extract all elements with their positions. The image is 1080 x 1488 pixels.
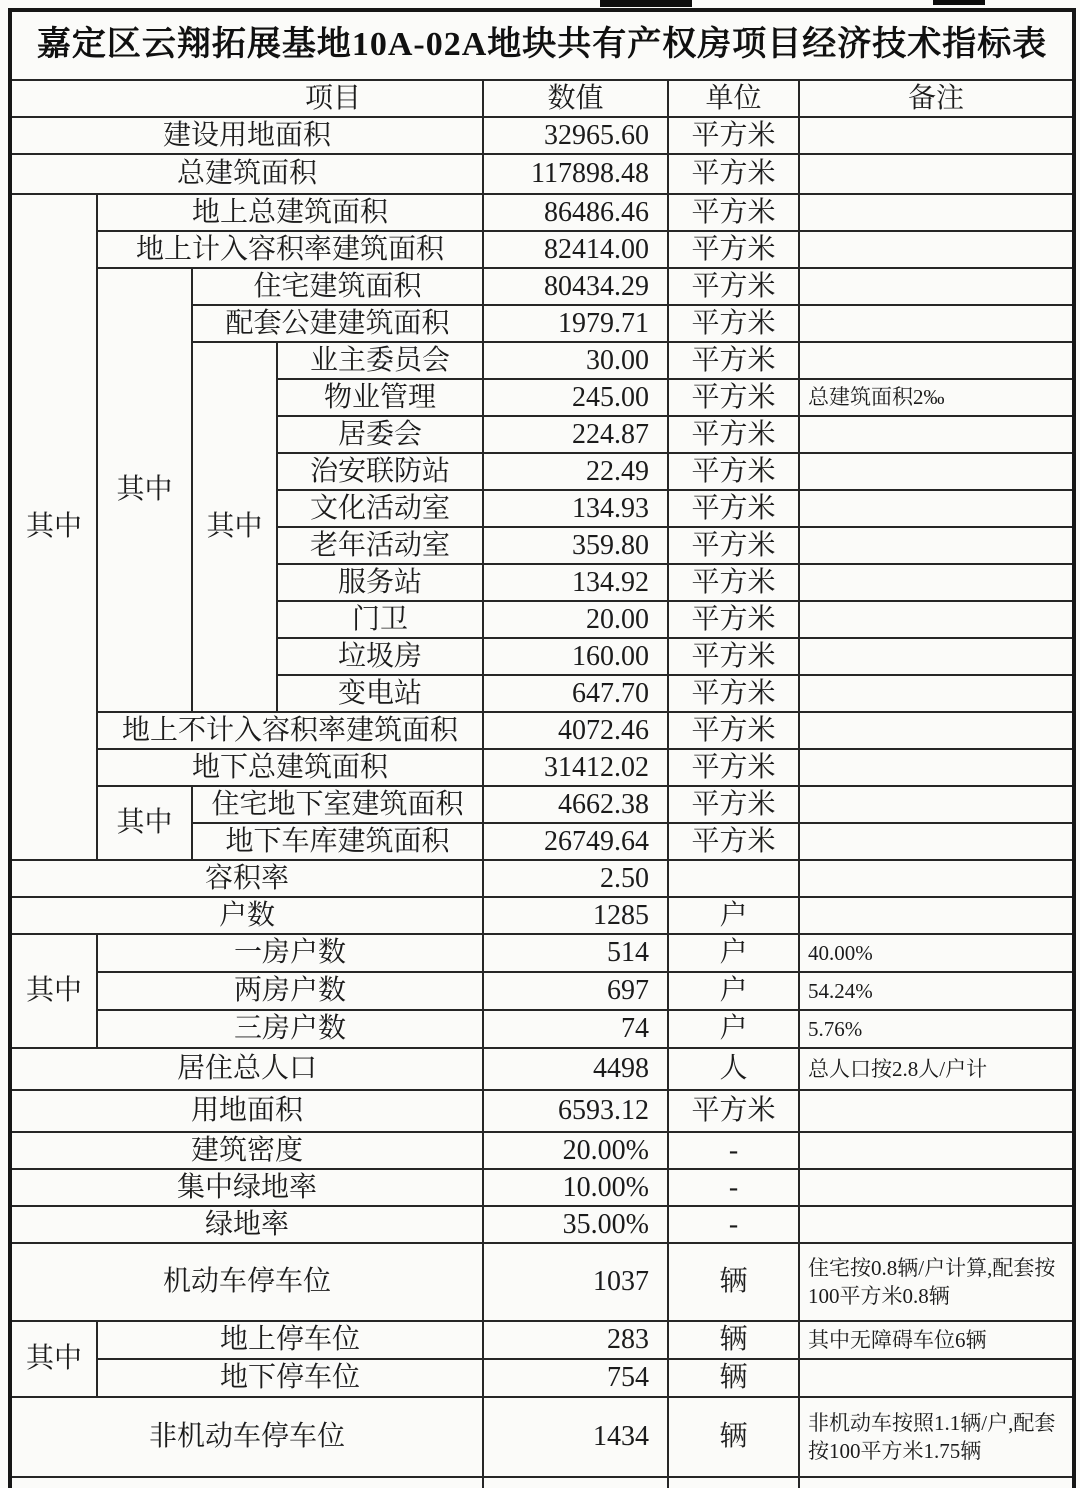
unit-cell: - xyxy=(668,1169,799,1206)
value-cell: 1434 xyxy=(483,1397,668,1477)
unit-cell: 平方米 xyxy=(668,194,799,231)
item-label: 配套公建建筑面积 xyxy=(192,305,483,342)
unit-cell: 辆 xyxy=(668,1243,799,1321)
table-row xyxy=(10,117,1074,154)
item-label: 门卫 xyxy=(277,601,483,638)
value-cell xyxy=(483,1477,668,1488)
group-cell-level1: 其中 xyxy=(10,934,97,1048)
unit-cell: 平方米 xyxy=(668,749,799,786)
value-cell: 359.80 xyxy=(483,527,668,564)
item-label: 户数 xyxy=(10,897,483,934)
column-header-item: 项目 xyxy=(10,80,483,117)
unit-cell: 户 xyxy=(668,972,799,1010)
remark-cell xyxy=(799,860,1074,897)
item-label: 地上总建筑面积 xyxy=(97,194,483,231)
table-row xyxy=(10,1048,1074,1090)
item-label: 集中绿地率 xyxy=(10,1169,483,1206)
unit-cell: 平方米 xyxy=(668,342,799,379)
table-row xyxy=(10,972,1074,1010)
unit-cell: 辆 xyxy=(668,1359,799,1397)
unit-cell: 平方米 xyxy=(668,453,799,490)
value-cell: 26749.64 xyxy=(483,823,668,860)
table-row xyxy=(10,231,1074,268)
table-row xyxy=(10,154,1074,194)
table-row xyxy=(10,1132,1074,1169)
remark-cell xyxy=(799,823,1074,860)
value-cell: 647.70 xyxy=(483,675,668,712)
item-label: 治安联防站 xyxy=(277,453,483,490)
value-cell: 2.50 xyxy=(483,860,668,897)
item-label: 居住总人口 xyxy=(10,1048,483,1090)
remark-cell xyxy=(799,601,1074,638)
unit-cell: 平方米 xyxy=(668,564,799,601)
item-label: 地上不计入容积率建筑面积 xyxy=(97,712,483,749)
item-label: 业主委员会 xyxy=(277,342,483,379)
remark-cell xyxy=(799,1206,1074,1243)
remark-cell xyxy=(799,154,1074,194)
unit-cell: 平方米 xyxy=(668,601,799,638)
remark-cell xyxy=(799,453,1074,490)
unit-cell: 辆 xyxy=(668,1397,799,1477)
value-cell: 754 xyxy=(483,1359,668,1397)
unit-cell: 平方米 xyxy=(668,638,799,675)
remark-cell xyxy=(799,416,1074,453)
remark-cell xyxy=(799,638,1074,675)
unit-cell: 平方米 xyxy=(668,675,799,712)
value-cell: 117898.48 xyxy=(483,154,668,194)
remark-cell xyxy=(799,490,1074,527)
unit-cell: 平方米 xyxy=(668,1090,799,1132)
table-row xyxy=(10,712,1074,749)
remark-cell xyxy=(799,342,1074,379)
value-cell: 86486.46 xyxy=(483,194,668,231)
table-row xyxy=(10,1206,1074,1243)
group-cell-level2: 其中 xyxy=(97,268,192,712)
remark-cell xyxy=(799,749,1074,786)
item-label: 建筑密度 xyxy=(10,1132,483,1169)
item-label: 三房户数 xyxy=(97,1010,483,1048)
page-title: 嘉定区云翔拓展基地10A-02A地块共有产权房项目经济技术指标表 xyxy=(10,10,1074,80)
table-row xyxy=(10,268,1074,305)
item-label: 地下总建筑面积 xyxy=(97,749,483,786)
unit-cell: 平方米 xyxy=(668,527,799,564)
remark-cell xyxy=(799,1477,1074,1488)
value-cell: 1037 xyxy=(483,1243,668,1321)
value-cell: 283 xyxy=(483,1321,668,1359)
unit-cell: 户 xyxy=(668,897,799,934)
item-label: 非机动车停车位 xyxy=(10,1397,483,1477)
unit-cell: 平方米 xyxy=(668,154,799,194)
table-row xyxy=(10,1321,1074,1359)
item-label: 地下车库建筑面积 xyxy=(192,823,483,860)
item-label: 物业管理 xyxy=(277,379,483,416)
value-cell: 1285 xyxy=(483,897,668,934)
remark-cell xyxy=(799,194,1074,231)
value-cell: 134.93 xyxy=(483,490,668,527)
column-header-value: 数值 xyxy=(483,80,668,117)
scan-artifact-mark xyxy=(933,0,985,5)
unit-cell: 平方米 xyxy=(668,305,799,342)
table-row-cutoff xyxy=(10,1477,1074,1488)
scan-artifact-mark xyxy=(600,0,692,7)
item-label: 绿地率 xyxy=(10,1206,483,1243)
value-cell: 35.00% xyxy=(483,1206,668,1243)
item-label: 两房户数 xyxy=(97,972,483,1010)
item-label: 总建筑面积 xyxy=(10,154,483,194)
item-label: 地下停车位 xyxy=(97,1359,483,1397)
item-label: 老年活动室 xyxy=(277,527,483,564)
column-header-remark: 备注 xyxy=(799,80,1074,117)
table-row xyxy=(10,194,1074,231)
unit-cell: 平方米 xyxy=(668,823,799,860)
value-cell: 20.00% xyxy=(483,1132,668,1169)
table-row xyxy=(10,1243,1074,1321)
remark-cell xyxy=(799,527,1074,564)
table-row xyxy=(10,1169,1074,1206)
header-row xyxy=(10,80,1074,117)
remark-cell: 总建筑面积2‰ xyxy=(799,379,1074,416)
unit-cell: 平方米 xyxy=(668,786,799,823)
value-cell: 4662.38 xyxy=(483,786,668,823)
remark-cell xyxy=(799,231,1074,268)
unit-cell xyxy=(668,1477,799,1488)
table-row xyxy=(10,934,1074,972)
value-cell: 1979.71 xyxy=(483,305,668,342)
item-label: 变电站 xyxy=(277,675,483,712)
unit-cell: 平方米 xyxy=(668,712,799,749)
unit-cell: 平方米 xyxy=(668,117,799,154)
value-cell: 245.00 xyxy=(483,379,668,416)
remark-cell xyxy=(799,564,1074,601)
remark-cell: 5.76% xyxy=(799,1010,1074,1048)
remark-cell xyxy=(799,897,1074,934)
remark-cell xyxy=(799,675,1074,712)
unit-cell: 平方米 xyxy=(668,231,799,268)
value-cell: 30.00 xyxy=(483,342,668,379)
value-cell: 6593.12 xyxy=(483,1090,668,1132)
group-cell-level1: 其中 xyxy=(10,1321,97,1397)
table-row xyxy=(10,786,1074,823)
column-header-unit: 单位 xyxy=(668,80,799,117)
table-row xyxy=(10,860,1074,897)
table-row xyxy=(10,1010,1074,1048)
value-cell: 224.87 xyxy=(483,416,668,453)
unit-cell: 平方米 xyxy=(668,416,799,453)
title-row xyxy=(10,10,1074,80)
value-cell: 31412.02 xyxy=(483,749,668,786)
value-cell: 4498 xyxy=(483,1048,668,1090)
value-cell: 80434.29 xyxy=(483,268,668,305)
item-label: 机动车停车位 xyxy=(10,1243,483,1321)
unit-cell: - xyxy=(668,1132,799,1169)
item-label: 地上停车位 xyxy=(97,1321,483,1359)
unit-cell: 人 xyxy=(668,1048,799,1090)
group-cell-level3: 其中 xyxy=(192,342,277,712)
remark-cell: 总人口按2.8人/户计 xyxy=(799,1048,1074,1090)
unit-cell: - xyxy=(668,1206,799,1243)
remark-cell: 40.00% xyxy=(799,934,1074,972)
table-row xyxy=(10,897,1074,934)
value-cell: 32965.60 xyxy=(483,117,668,154)
item-label xyxy=(10,1477,483,1488)
remark-cell: 住宅按0.8辆/户计算,配套按100平方米0.8辆 xyxy=(799,1243,1074,1321)
unit-cell: 平方米 xyxy=(668,490,799,527)
remark-cell xyxy=(799,712,1074,749)
value-cell: 514 xyxy=(483,934,668,972)
unit-cell: 辆 xyxy=(668,1321,799,1359)
item-label: 一房户数 xyxy=(97,934,483,972)
table-row xyxy=(10,1359,1074,1397)
item-label: 用地面积 xyxy=(10,1090,483,1132)
remark-cell xyxy=(799,1169,1074,1206)
item-label: 建设用地面积 xyxy=(10,117,483,154)
value-cell: 134.92 xyxy=(483,564,668,601)
unit-cell: 户 xyxy=(668,1010,799,1048)
value-cell: 4072.46 xyxy=(483,712,668,749)
unit-cell: 平方米 xyxy=(668,379,799,416)
value-cell: 20.00 xyxy=(483,601,668,638)
table-row xyxy=(10,749,1074,786)
remark-cell xyxy=(799,268,1074,305)
group-cell-level2: 其中 xyxy=(97,786,192,860)
value-cell: 22.49 xyxy=(483,453,668,490)
unit-cell xyxy=(668,860,799,897)
value-cell: 160.00 xyxy=(483,638,668,675)
remark-cell xyxy=(799,1090,1074,1132)
value-cell: 10.00% xyxy=(483,1169,668,1206)
table-row xyxy=(10,1397,1074,1477)
value-cell: 74 xyxy=(483,1010,668,1048)
remark-cell: 非机动车按照1.1辆/户,配套按100平方米1.75辆 xyxy=(799,1397,1074,1477)
item-label: 地上计入容积率建筑面积 xyxy=(97,231,483,268)
item-label: 文化活动室 xyxy=(277,490,483,527)
remark-cell xyxy=(799,305,1074,342)
item-label: 住宅建筑面积 xyxy=(192,268,483,305)
group-cell-level1: 其中 xyxy=(10,194,97,860)
remark-cell xyxy=(799,786,1074,823)
economic-indicator-table xyxy=(8,8,1076,1488)
value-cell: 697 xyxy=(483,972,668,1010)
item-label: 垃圾房 xyxy=(277,638,483,675)
remark-cell xyxy=(799,1132,1074,1169)
table-row xyxy=(10,1090,1074,1132)
unit-cell: 平方米 xyxy=(668,268,799,305)
remark-cell xyxy=(799,1359,1074,1397)
item-label: 住宅地下室建筑面积 xyxy=(192,786,483,823)
item-label: 容积率 xyxy=(10,860,483,897)
remark-cell: 54.24% xyxy=(799,972,1074,1010)
item-label: 服务站 xyxy=(277,564,483,601)
unit-cell: 户 xyxy=(668,934,799,972)
value-cell: 82414.00 xyxy=(483,231,668,268)
remark-cell: 其中无障碍车位6辆 xyxy=(799,1321,1074,1359)
remark-cell xyxy=(799,117,1074,154)
item-label: 居委会 xyxy=(277,416,483,453)
